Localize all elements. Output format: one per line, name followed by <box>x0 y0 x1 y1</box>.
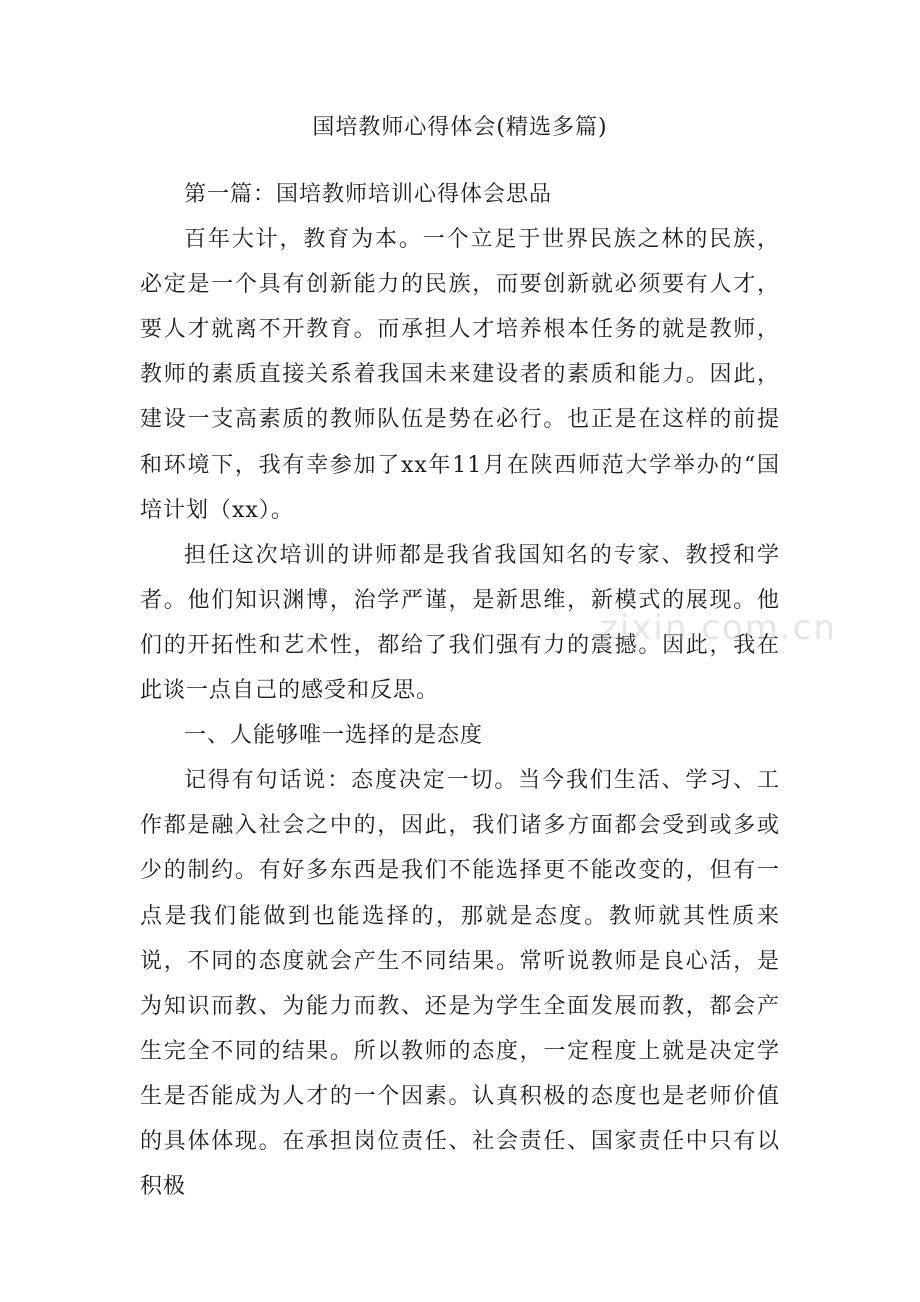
section-heading: 第一篇：国培教师培训心得体会思品 <box>184 182 553 207</box>
document-body <box>140 172 780 1209</box>
subheading-attitude: 一、人能够唯一选择的是态度 <box>184 723 484 749</box>
paragraph-3: 记得有句话说：态度决定一切。当今我们生活、学习、工作都是融入社会之中的，因此，我们诸多方面都会受到或多或少的制约。有好多东西是我们不能选择更不能改变的，但有一点是我们能做到也能选择的，那就是态度。教师就其性质来说，不同的态度就会产生不同结果。常听说教师是良心活，是为知识而教、为能力而教、还是为学生全面发展而教，都会产生完全不同的结果。所以教师的态度，一定程度上就是决定学生是否能成为人才的一个因素。认真积极的态度也是老师价值的具体体现。在承担岗位责任、社会责任、国家责任中只有以积极 <box>140 768 780 1200</box>
site-watermark: zixin.com.cn <box>600 608 837 648</box>
document-title: 国培教师心得体会(精选多篇) <box>312 115 608 140</box>
paragraph-1: 百年大计，教育为本。一个立足于世界民族之林的民族，必定是一个具有创新能力的民族，而要创新就必须要有人才，要人才就离不开教育。而承担人才培养根本任务的就是教师，教师的素质直接关系着我国未来建设者的素质和能力。因此，建设一支高素质的教师队伍是势在必行。也正是在这样的前提和环境下，我有幸参加了xx年11月在陕西师范大学举办的“国培计划（xx）。 <box>140 227 780 523</box>
paragraph-2: 担任这次培训的讲师都是我省我国知名的专家、教授和学者。他们知识渊博，治学严谨，是新思维，新模式的展现。他们的开拓性和艺术性，都给了我们强有力的震撼。因此，我在此谈一点自己的感受和反思。 <box>140 542 780 704</box>
